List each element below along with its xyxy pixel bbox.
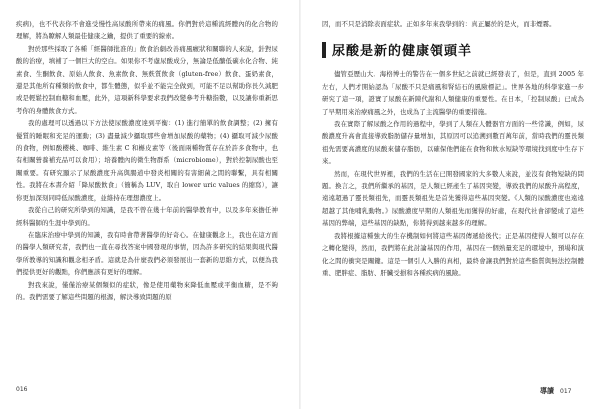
right-paragraph-2: 我在實際了解尿酸之作用的過程中，學到了人類在人體器官方面的一些常識，例如，尿酸濃度升高會直接導致脂肪儲存量增加，其原因可以追溯到數百萬年前，當時我們的靈長類祖先需要高濃度的尿酸來儲存脂肪，以確保他們能在食物和飲水短缺等環境找到度中生存下來。: [322, 120, 584, 166]
book-gutter: [299, 0, 301, 409]
left-paragraph-5: 在臨床治療中學到的知識，我有時會帶著醫學的好奇心。在健康觀念上，我也在這方面的醫學人類研究者，我們也一直在尋找答案中國發現的事情，因為許多研究的結果與現代醫學所教導的知識和觀念相矛盾。這就是為什麼我們必須發展出一套新的思維方式，以便為我們提供更好的觀點，你們應該有更好的理解。: [16, 230, 278, 277]
right-page: [322, 18, 584, 279]
heading-bar-icon: [322, 42, 326, 58]
left-paragraph-6: 對我來說，僅僅治療某個類似的症狀，像是使用藥物來降低血壓或平衡血糖，是不夠的。我們需要了解這些問題的根源，解決導致問題的原: [16, 280, 278, 301]
left-paragraph-4: 我從自己的研究所學到的知識，是我不曾在幾十年前的醫學教育中，以及多年來擔任神經科醫師的生涯中學到的。: [16, 206, 278, 227]
left-page-number: 016: [16, 386, 28, 393]
left-page: [16, 18, 278, 303]
left-paragraph-3: 我的處理可以透過以下方法使尿酸濃度達到平衡：(1) 進行簡單的飲食調整；(2) 擁有優質的睡眠和充足的運動；(3) 盡量減少攝取那些會增加尿酸的藥物；(4) 攝取可減少尿酸的食物，例如酸櫻桃、咖啡、維生素 C 和槲皮素等（後面兩種物質存在於許多食物中，也有相關營養補充品可以食用）；培養體內的微生物群系（microbiome），對於控制尿酸也至關重要。有研究顯示了尿酸濃度升高與腸道中發炎相關的有害細菌之間的聯繫，具有相關性。我將在本書介紹「降尿酸飲食」（簡稱為 LUV，取自 lower uric values 的縮寫），讓你更加深刻同時低尿酸濃度，並維持在理想濃度上。: [16, 119, 278, 202]
section-heading-text: 尿酸是新的健康領頭羊: [332, 44, 473, 60]
left-paragraph-1: 疾病)，也不代表你不會進受慢性高尿酸所帶來的痛風。你們對於這種流經體內的化合物的理解，將為瞭解人類最佳健康之鑰，提供了重要的線索。: [16, 20, 278, 41]
chapter-label: 導讀: [540, 387, 554, 395]
right-paragraph-top: 因，而不只是消除表面症狀。正如多年來我學到的：真正屬於的是火，而非煙霧。: [322, 20, 556, 28]
right-paragraph-1: 儘管亞歷山大．海格博士的警告在一個多世紀之前就已經發表了，但是，直到 2005 年左右，人們才開始認為「尿酸不只是痛風和腎結石的風險標記」。世界各地的科學家進一步研究了這一項，證實了尿酸在新陳代謝和人類健康的重要性。在日本，「控制尿酸」已成為了早期用來治療痛風之外，也成為了主流醫學的重要措施。: [322, 70, 584, 116]
right-page-number: 017: [560, 388, 572, 395]
left-paragraph-2: 對於那些採取了各種「經醫師批准的」飲食治劇改善痛風癥狀和關聯的人來說，針對尿酸的治療，填補了一個巨大的空白。如果你不考慮尿酸成分，無論是低醣低碳水化合物、純素食、生酮飲食、原始人飲食、魚素飲食、無麩質飲食（gluten-free）飲食、蛋奶素食，還是其他所有種類的飲食中，都生體態，似乎並不能完全做到，可能不足以幫助你長久減肥或是輕鬆控制血糖和血壓，此外，這項新科學要求我們改變參考升糖指數，以及讓你重新思考你的身體飲食方式。: [16, 44, 278, 115]
right-paragraph-4: 我將根據這種強大的生存機制如何將這些基因傳遞給後代；正是基因使得人類可以存在之轉化變得，然而，我們將在此討論基因的作用，基因在一個熟量充足的環境中，預場和演化之間的衝突是關鍵。這是一個引人入勝的真相，最終會讓我們對於這些脂質與無法控制體重、肥胖症、脂肪、肝臟受損和各種疾病的風險。: [322, 231, 584, 277]
section-heading: [322, 40, 584, 59]
right-folio: [540, 386, 571, 396]
right-paragraph-3: 然而，在現代世界裡，我們的生活在已開發國家的大多數人來說，並沒有食物短缺的問題。換言之，我們所繼承的基因，是人類已經產生了基因突變，導致我們的尿酸升高程度，遠遠超過了靈長類祖先，而靈長類祖先是首先獲得這些基因突變。《人類的尿酸濃度也遠遠超越了其他哺乳動物。》尿酸濃度早期的人類祖先而獲得的好處，在現代社會卻變成了這些基因的弊端，這些基因的缺點，你將得到越來越多的理解。: [322, 169, 584, 228]
